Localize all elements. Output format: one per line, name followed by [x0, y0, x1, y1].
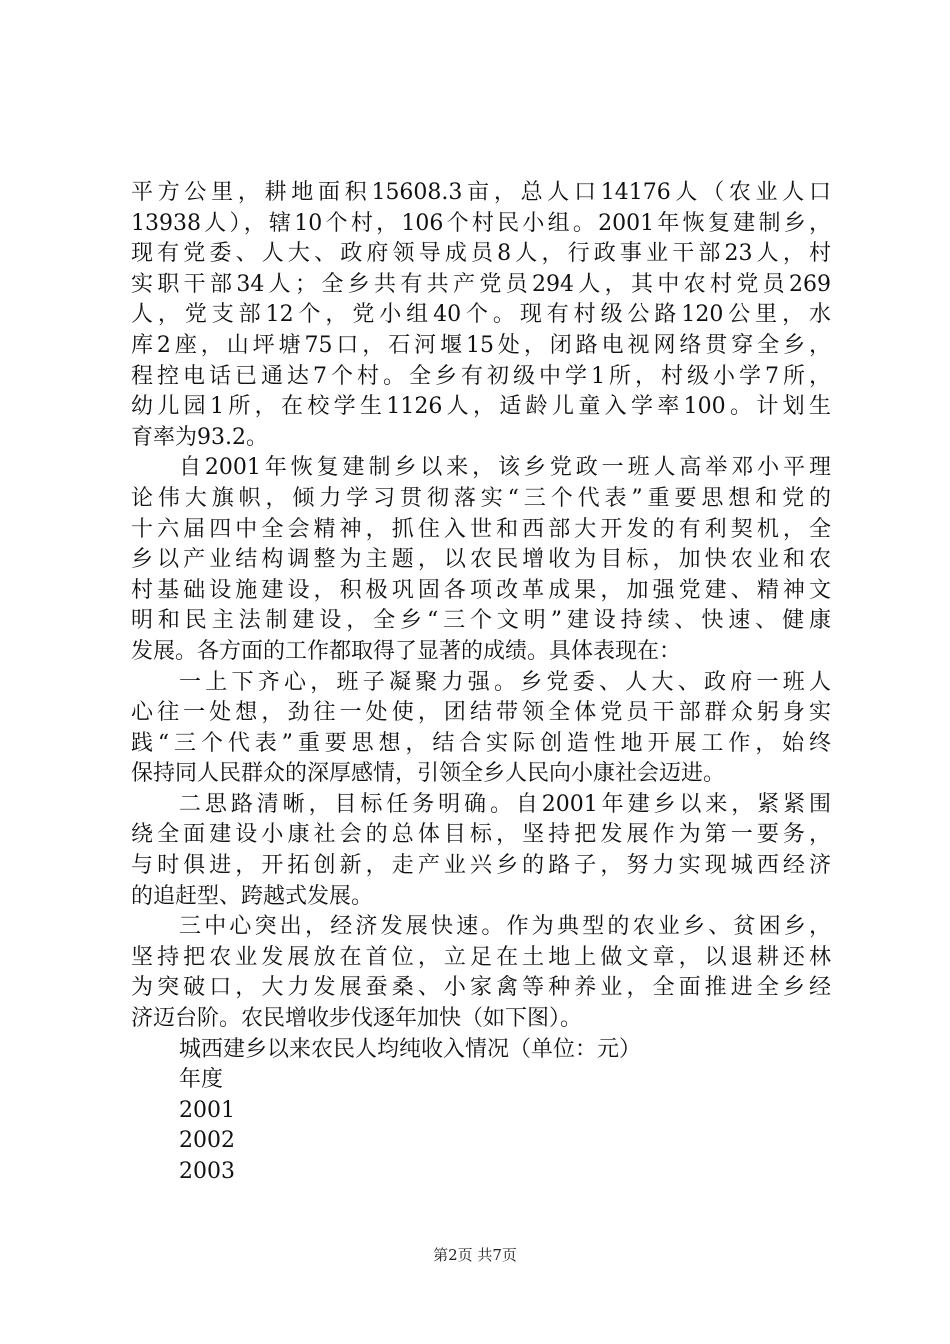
text-line: 人，党支部12个，党小组40个。现有村级公路120公里，水: [131, 302, 831, 328]
text-line: 十六届四中全会精神，抓住入世和西部大开发的有利契机，全: [131, 516, 831, 542]
text-line: 二思路清晰，目标任务明确。自2001年建乡以来，紧紧围: [179, 791, 831, 817]
text-line: 济迈台阶。农民增收步伐逐年加快（如下图）。: [131, 1006, 583, 1032]
table-year-cell: 2002: [179, 1128, 235, 1154]
table-year-cell: 2003: [179, 1159, 235, 1184]
text-line: 平方公里，耕地面积15608.3亩，总人口14176人（农业人口: [131, 180, 831, 205]
text-line: 的追赶型、跨越式发展。: [131, 883, 374, 909]
text-line: 实职干部34人；全乡共有共产党员294人，其中农村党员269: [131, 271, 831, 297]
page-number-label: 第2页 共7页: [433, 1246, 517, 1264]
table-caption: 城西建乡以来农民人均纯收入情况（单位：元）: [179, 1036, 642, 1062]
text-line: 现有党委、人大、政府领导成员8人，行政事业干部23人，村: [131, 241, 831, 267]
text-line: 育率为93.2。: [131, 424, 268, 450]
text-line: 13938人），辖10个村，106个村民小组。2001年恢复建制乡，: [131, 210, 831, 236]
income-table-caption-block: [131, 1035, 831, 1188]
text-line: 村基础设施建设，积极巩固各项改革成果，加强党建、精神文: [131, 577, 831, 603]
document-body: [131, 178, 831, 1188]
table-header-year: 年度: [179, 1067, 224, 1093]
text-line: 一上下齐心，班子凝聚力强。乡党委、人大、政府一班人: [179, 669, 831, 695]
text-line: 库2座，山坪塘75口，石河堰15处，闭路电视网络贯穿全乡，: [131, 332, 831, 358]
text-line: 幼儿园1所，在校学生1126人，适龄儿童入学率100。计划生: [131, 394, 831, 420]
text-line: 践“三个代表”重要思想，结合实际创造性地开展工作，始终: [131, 730, 831, 756]
text-line: 三中心突出，经济发展快速。作为典型的农业乡、贫困乡，: [179, 914, 831, 940]
paragraph-4: [131, 790, 831, 912]
text-line: 明和民主法制建设，全乡“三个文明”建设持续、快速、健康: [131, 608, 831, 634]
text-line: 发展。各方面的工作都取得了显著的成绩。具体表现在：: [131, 638, 682, 664]
text-line: 心往一处想，劲往一处使，团结带领全体党员干部群众躬身实: [131, 700, 831, 726]
text-line: 为突破口，大力发展蚕桑、小家禽等种养业，全面推进全乡经: [131, 975, 831, 1001]
text-line: 自2001年恢复建制乡以来，该乡党政一班人高举邓小平理: [179, 455, 831, 481]
table-year-cell: 2001: [179, 1097, 235, 1123]
paragraph-1: [131, 178, 831, 453]
text-line: 与时俱进，开拓创新，走产业兴乡的路子，努力实现城西经济: [131, 853, 831, 879]
text-line: 乡以产业结构调整为主题，以农民增收为目标，加快农业和农: [131, 547, 831, 573]
text-line: 程控电话已通达7个村。全乡有初级中学1所，村级小学7所，: [131, 363, 831, 389]
text-line: 坚持把农业发展放在首位，立足在土地上做文章，以退耕还林: [131, 944, 831, 970]
text-line: 论伟大旗帜，倾力学习贯彻落实“三个代表”重要思想和党的: [131, 485, 831, 511]
page-footer: [0, 1245, 950, 1265]
text-line: 绕全面建设小康社会的总体目标，坚持把发展作为第一要务，: [131, 822, 831, 848]
paragraph-3: [131, 668, 831, 790]
paragraph-5: [131, 912, 831, 1034]
paragraph-2: [131, 453, 831, 667]
text-line: 保持同人民群众的深厚感情，引领全乡人民向小康社会迈进。: [131, 761, 726, 787]
